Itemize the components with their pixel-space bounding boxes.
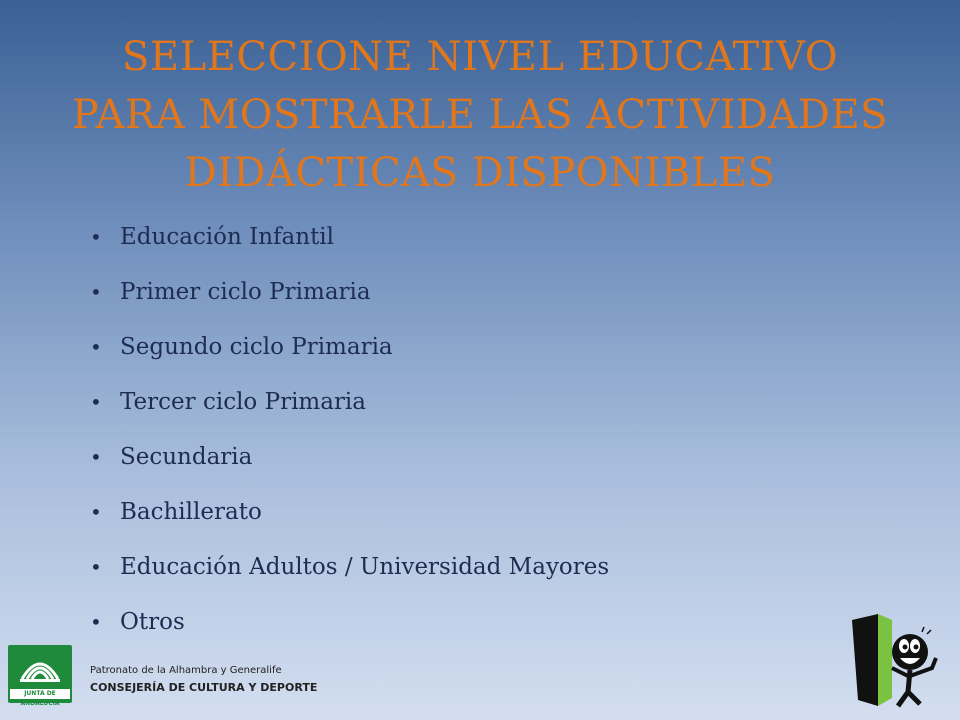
mascot-door-icon[interactable] (848, 612, 940, 712)
menu-item-label: Educación Infantil (120, 224, 335, 250)
bullet-icon: • (90, 610, 102, 634)
menu-item-label: Segundo ciclo Primaria (120, 334, 393, 360)
bullet-icon: • (90, 225, 102, 249)
bullet-icon: • (90, 445, 102, 469)
menu-item-tercer-ciclo[interactable] (90, 375, 609, 430)
menu-item-label: Otros (120, 609, 185, 635)
org-line-1: Patronato de la Alhambra y Generalife (90, 665, 282, 676)
organization-text (90, 665, 317, 694)
menu-item-label: Educación Adultos / Universidad Mayores (120, 554, 610, 580)
menu-item-label: Secundaria (120, 444, 253, 470)
org-line-2: CONSEJERÍA DE CULTURA Y DEPORTE (90, 681, 318, 694)
page-title (20, 28, 940, 202)
bullet-icon: • (90, 500, 102, 524)
bullet-icon: • (90, 390, 102, 414)
menu-item-segundo-ciclo[interactable] (90, 320, 609, 375)
menu-item-educacion-infantil[interactable] (90, 210, 609, 265)
menu-item-label: Bachillerato (120, 499, 262, 525)
title-line-3: DIDÁCTICAS DISPONIBLES (184, 150, 776, 196)
arch-emblem-icon (8, 645, 72, 689)
menu-item-primer-ciclo[interactable] (90, 265, 609, 320)
menu-item-label: Primer ciclo Primaria (120, 279, 371, 305)
menu-item-otros[interactable] (90, 595, 609, 650)
bullet-icon: • (90, 335, 102, 359)
education-level-list (90, 210, 609, 650)
title-line-1: SELECCIONE NIVEL EDUCATIVO (122, 34, 838, 80)
junta-andalucia-logo-icon (8, 645, 72, 707)
menu-item-bachillerato[interactable] (90, 485, 609, 540)
menu-item-label: Tercer ciclo Primaria (120, 389, 367, 415)
bullet-icon: • (90, 555, 102, 579)
bullet-icon: • (90, 280, 102, 304)
menu-item-secundaria[interactable] (90, 430, 609, 485)
menu-item-adultos-universidad[interactable] (90, 540, 609, 595)
title-line-2: PARA MOSTRARLE LAS ACTIVIDADES (71, 92, 889, 138)
logo-caption: JUNTA DE ANDALUCIA (10, 689, 70, 699)
